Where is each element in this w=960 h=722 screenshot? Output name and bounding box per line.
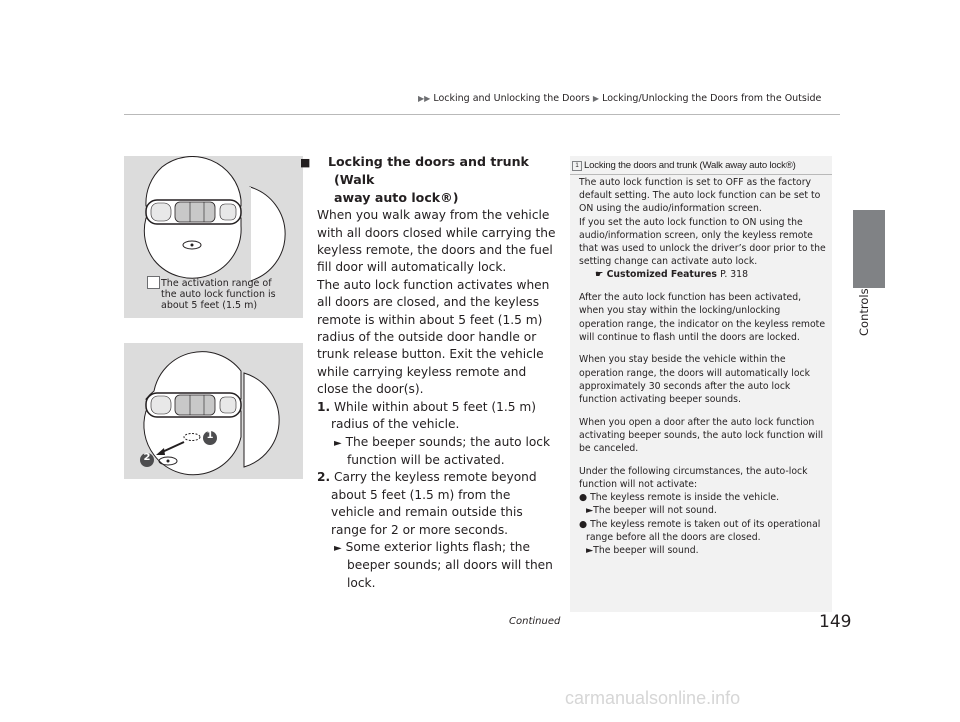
callout-number: 1 <box>206 430 214 441</box>
note-bullet-result: ►The beeper will sound. <box>586 545 699 557</box>
note-body: The auto lock function is set to OFF as the factory default setting. The auto lock function can be set to ON using the audio/information screen. If you set the auto lock function to ON using the audio/information screen, only the keyless remote that was used to unlock the driver’s door prior to the setting change can activate auto lock. ☛ Customized Features P. 318 After the auto lock function has been activated, when you stay within the locking/unlocking operation range, the indicator on the keyless remote will continue to flash until the doors are locked. When you stay beside the vehicle within the operation range, the doors will automatically lock approximately 30 seconds after the auto lock function activating beeper sounds. When you open a door after the auto lock function activating beeper sounds, the auto lock function will be canceled. Under the following circumstances, the auto-lock function will not activate: ● The keyless remote is inside the vehicle. ►The beeper will not sound. ● The keyless remote is taken out of its operational range before all the doors are closed. ►The beeper will sound. <box>579 177 826 557</box>
note-bullet: ● The keyless remote is taken out of its operational range before all the doors are closed. <box>579 518 821 543</box>
breadcrumb <box>418 93 821 104</box>
note-divider <box>570 174 832 175</box>
section-heading: ■ Locking the doors and trunk (Walk away auto lock®) <box>300 154 529 205</box>
breadcrumb-item[interactable]: Locking and Unlocking the Doors <box>433 93 590 104</box>
bullet-icon: ● <box>579 492 588 504</box>
header-divider <box>124 114 840 115</box>
car-icon <box>146 393 241 417</box>
chevron-right-icon: ▶ <box>592 94 600 103</box>
body-paragraph: When you walk away from the vehicle with all doors closed while carrying the keyless remote, the doors and the fuel fill door will automatically lock. <box>317 208 556 275</box>
note-title: 1 Locking the doors and trunk (Walk away auto lock®) <box>572 160 796 171</box>
cross-reference-link[interactable]: ☛ Customized Features P. 318 <box>595 269 748 281</box>
result-arrow-icon: ► <box>334 542 342 554</box>
bullet-icon: ● <box>579 518 588 530</box>
main-text <box>300 153 557 592</box>
activation-range-figure <box>124 156 303 318</box>
callout-number: 2 <box>143 452 151 463</box>
body-paragraph: The auto lock function activates when all doors are closed, and the keyless remote is within about 5 feet (1.5 m) radius of the outside door handle or trunk release button. Exit the vehicle while carrying keyless remote and close the door(s). <box>317 277 550 397</box>
result-arrow-icon: ► <box>334 437 342 449</box>
step-result: ► The beeper sounds; the auto lock function will be activated. <box>334 434 551 467</box>
result-arrow-icon: ► <box>586 505 594 517</box>
square-bullet-icon: ■ <box>300 156 311 169</box>
chevron-right-icon: ▶▶ <box>418 94 431 103</box>
step-item: 1. While within about 5 feet (1.5 m) radius of the vehicle. <box>317 399 537 432</box>
section-tab-label: Controls <box>857 288 871 336</box>
car-icon <box>146 200 241 224</box>
note-bullet: ● The keyless remote is inside the vehicle. <box>579 492 780 504</box>
reference-arrow-icon: ☛ <box>595 269 604 281</box>
result-arrow-icon: ► <box>586 545 594 557</box>
step-item: 2. Carry the keyless remote beyond about 5 feet (1.5 m) from the vehicle and remain outside this range for 2 or more seconds. <box>317 470 537 537</box>
step-result: ► Some exterior lights flash; the beeper sounds; all doors will then lock. <box>334 539 553 590</box>
page-number: 149 <box>819 612 852 632</box>
figure-caption: The activation range of the auto lock function is about 5 feet (1.5 m) <box>161 278 276 311</box>
watermark: carmanualsonline.info <box>565 688 741 708</box>
caption-marker <box>147 276 160 289</box>
continued-label: Continued <box>509 616 561 627</box>
note-bullet-result: ►The beeper will not sound. <box>586 505 717 517</box>
side-note <box>570 156 832 612</box>
note-marker-icon: 1 <box>572 161 582 171</box>
section-tab <box>853 210 885 288</box>
breadcrumb-item[interactable]: Locking/Unlocking the Doors from the Outside <box>602 93 822 104</box>
walk-away-figure <box>124 343 303 479</box>
